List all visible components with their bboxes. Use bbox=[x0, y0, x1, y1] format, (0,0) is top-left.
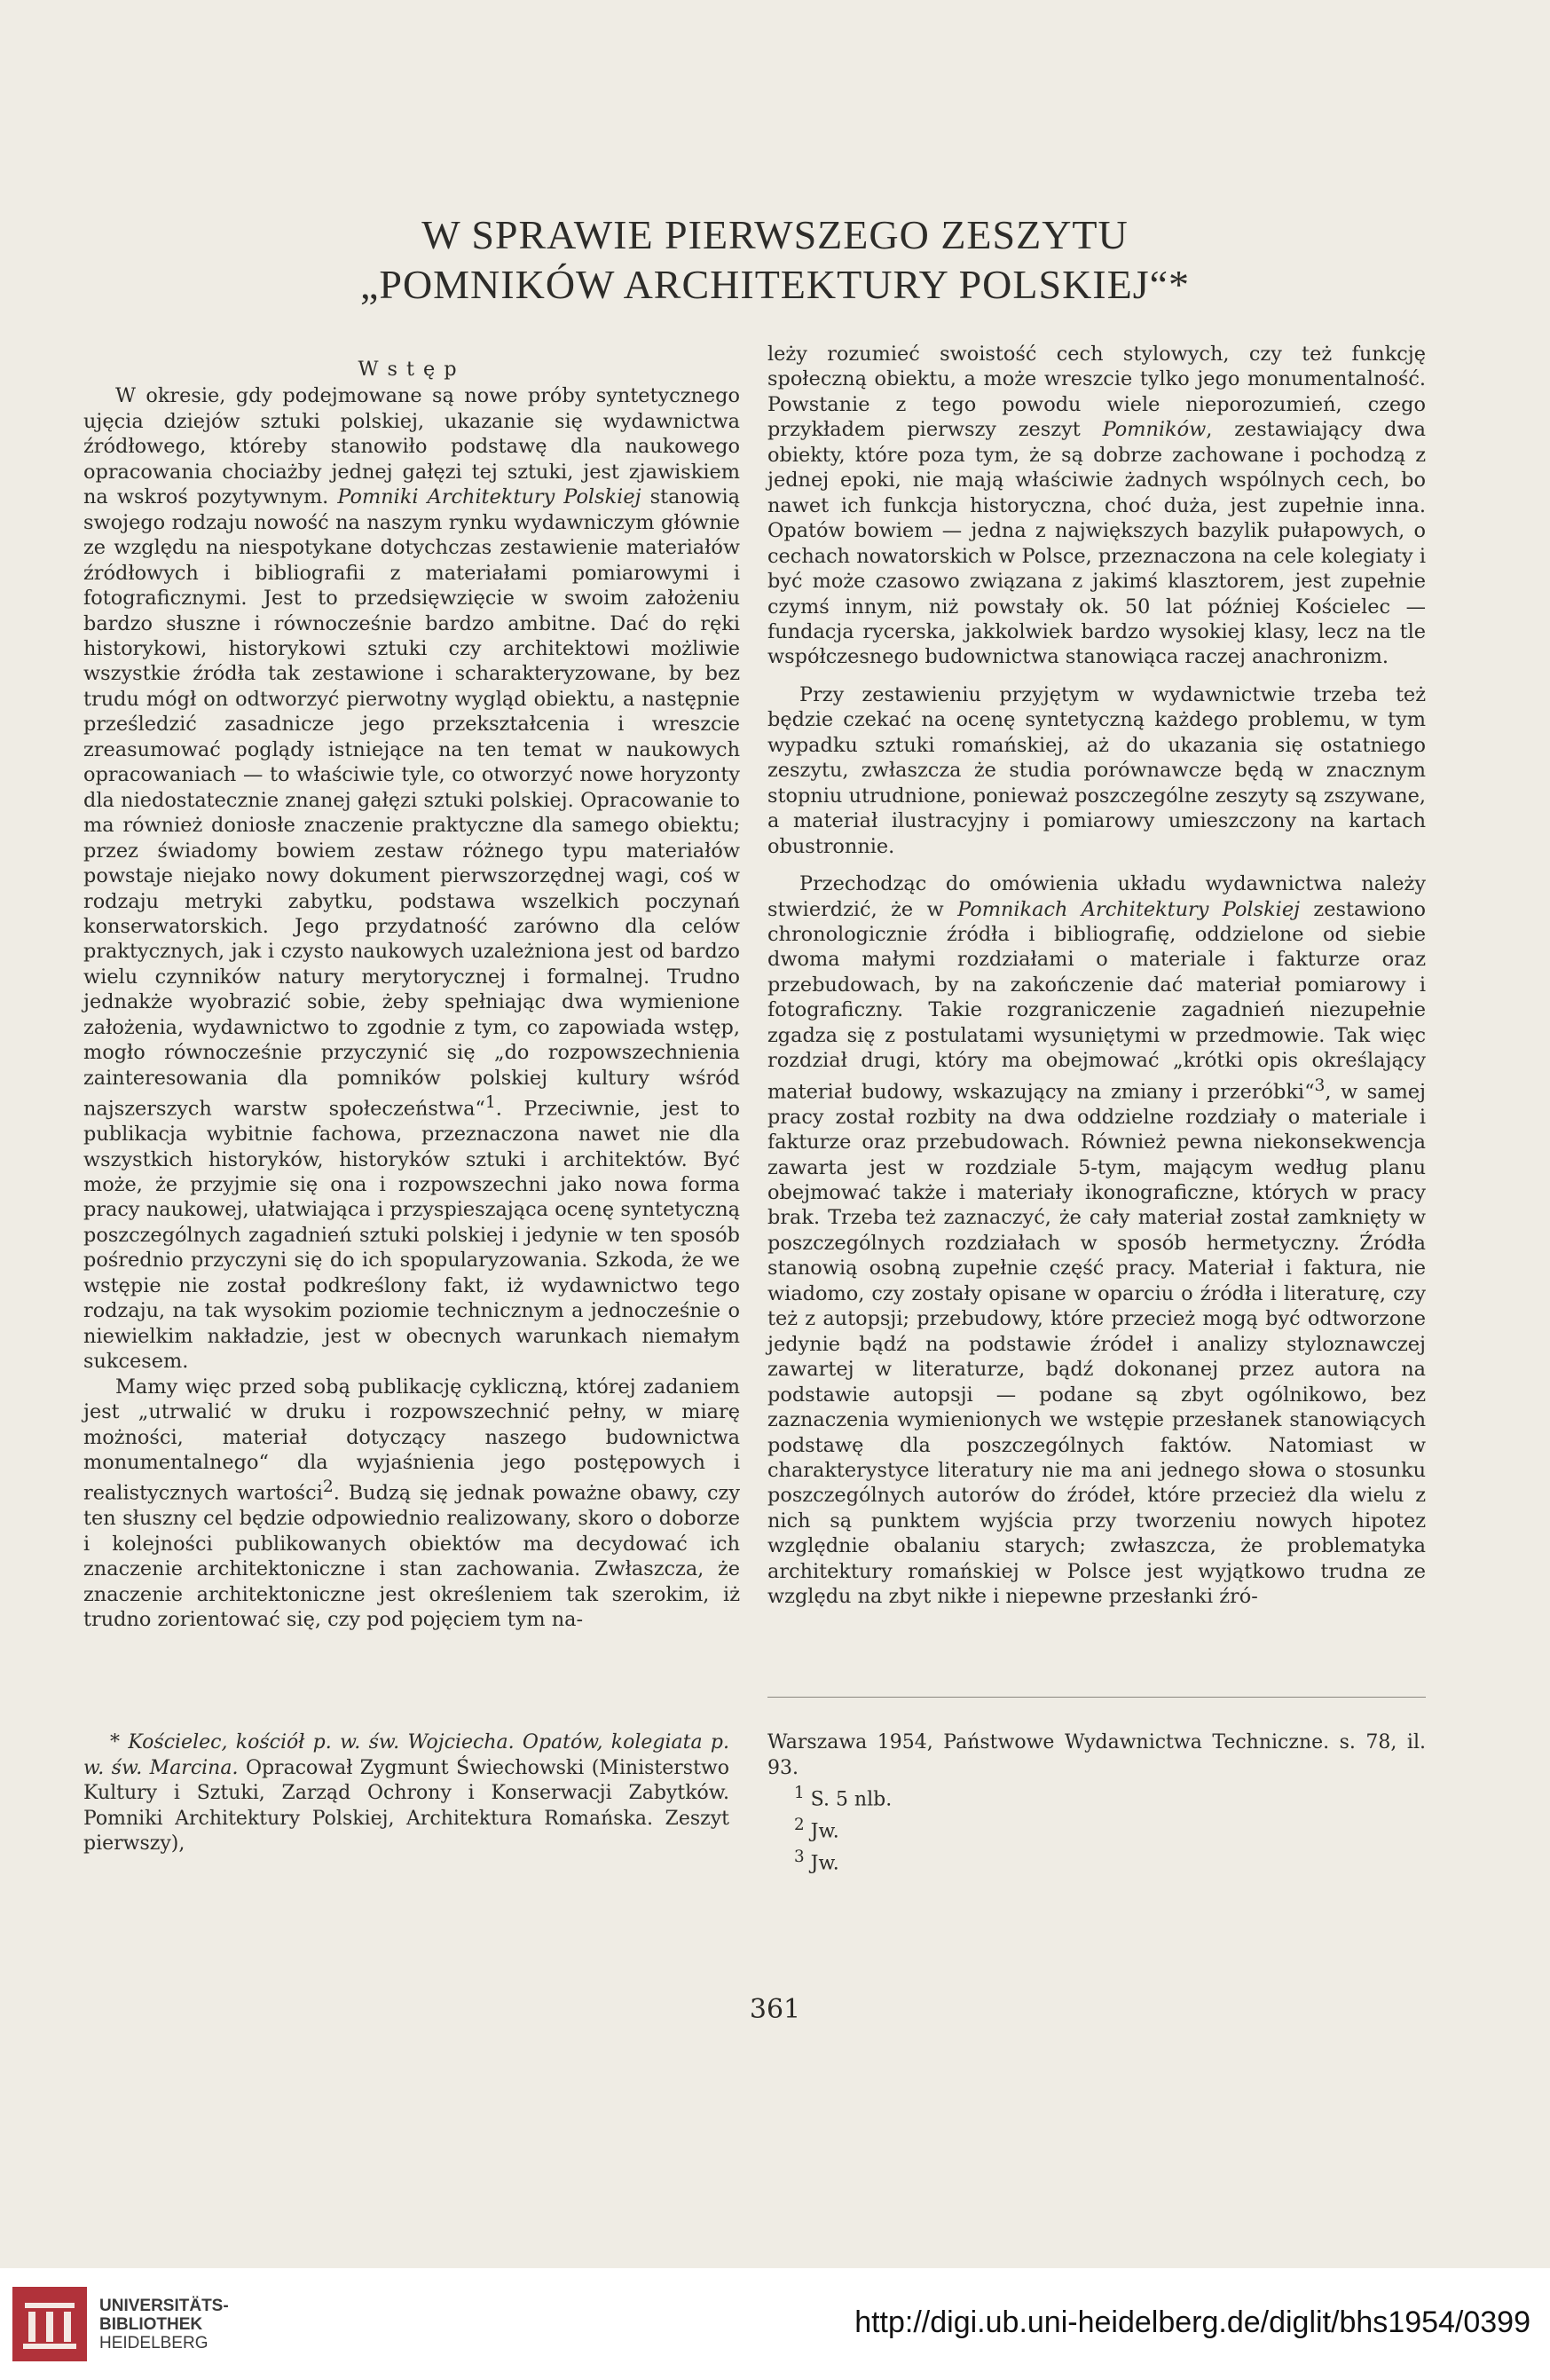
footnote-star: * Kościelec, kościół p. w. św. Wojciecha. Opatów, kolegiata p. w. św. Marcina. Opracował Zygmunt Świechowski (Ministerstwo Kultury i Sztuki, Zarząd Ochrony i Konserwacji Zabytków. Pomniki Architektury Polskiej, Architektura Romańska. Zeszyt pierwszy), bbox=[83, 1731, 730, 1855]
paragraph: Mamy więc przed sobą publikację cykliczną, której zadaniem jest „utrwalić w druku i rozpowszechnić pełny, w miarę możności, materiał dotyczący naszego budownictwa monumentalnego“ dla wyjaśnienia jego postępowych i realistycznych wartości$^2$. Budzą się jednak poważne obawy, czy ten słuszny cel będzie odpowiednio realizowany, skoro o doborze i kolejności publikowanych obiektów ma decydować ich znaczenie architektoniczne i stan zachowania. Zwłaszcza, że znaczenie architektoniczne jest określeniem tak szerokim, iż trudno zorientować się, czy pod pojęciem tym na- bbox=[83, 1375, 740, 1632]
footnotes-left bbox=[83, 1730, 729, 1857]
paragraph: leży rozumieć swoistość cech stylowych, czy też funkcję społeczną obiektu, a może wreszcie tylko jego monumentalność. Powstanie z tego powodu wiele nieporozumień, czego przykładem pierwszy zeszyt Pomników, zestawiający dwa obiekty, które poza tym, że są dobrze zachowane i pochodzą z jednej epoki, nie mają właściwie żadnych wspólnych cech, bo nawet ich funkcja historyczna, choć duża, jest zupełnie inna. Opatów bowiem — jedna z największych bazylik pułapowych, o cechach nowatorskich w Polsce, przeznaczona na cele kolegiaty i być może czasowo związana z jakimś klasztorem, jest zupełnie czymś innym, niż powstały ok. 50 lat później Kościelec — fundacja rycerska, jakkolwiek bardzo wysokiej klasy, lecz na tle współczesnego budownictwa stanowiąca raczej anachronizm. bbox=[767, 343, 1426, 669]
article-title-line-1: W SPRAWIE PIERWSZEGO ZESZYTU bbox=[421, 212, 1129, 257]
paragraph: Przechodząc do omówienia układu wydawnictwa należy stwierdzić, że w Pomnikach Architektury Polskiej zestawiono chronologicznie źródła i bibliografię, oddzielone od siebie dwoma małymi rozdziałami o materiale i fakturze oraz przebudowach, by na zakończenie dać materiał pomiarowy i fotograficzny. Takie rozgraniczenie zagadnień niezupełnie zgadza się z postulatami wysuniętymi w przedmowie. Tak więc rozdział drugi, który ma obejmować „krótki opis określający materiał budowy, wskazujący na zmiany i przeróbki“$^3$, w samej pracy został rozbity na dwa oddzielne rozdziały o materiale i fakturze oraz przebudowach. Również pewna niekonsekwencja zawarta jest w rozdziale 5-tym, mającym według planu obejmować także i materiały ikonograficzne, których w pracy brak. Trzeba też zaznaczyć, że cały materiał został zamknięty w poszczególnych rozdziałach w sposób hermetyczny. Źródła stanowią osobną zupełnie część pracy. Materiał i faktura, nie wiadomo, czy zostały opisane w oparciu o źródła i literaturę, czy też z autopsji; przebudowy, które przecież mogą być odtworzone jedynie bądź na podstawie źródeł i analizy styloznawczej zawartej w literaturze, bądź dokonanej przez autora na podstawie autopsji — podane są zbyt ogólnikowo, bez zaznaczenia wymienionych we wstępie przesłanek stanowiących podstawę dla poszczególnych faktów. Natomiast w charakterystyce literatury nie ma ani jednego słowa o stosunku poszczególnych autorów do źródeł, które przecież dla wielu z nich są punktem wyjścia przy tworzeniu nowych hipotez względnie obalaniu starych; zwłaszcza, że problematyka architektury romańskiej w Polsce jest wyjątkowo trudna ze względu na zbyt nikłe i niepewne przesłanki źró- bbox=[767, 872, 1426, 1609]
paragraph: W okresie, gdy podejmowane są nowe próby syntetycznego ujęcia dziejów sztuki polskiej, ukazanie się wydawnictwa źródłowego, któreby stanowiło podstawę dla naukowego opracowania chociażby jednej gałęzi tej sztuki, jest zjawiskiem na wskroś pozytywnym. Pomniki Architektury Polskiej stanowią swojego rodzaju nowość na naszym rynku wydawniczym głównie ze względu na niespotykane dotychczas zestawienie materiałów źródłowych i bibliografii z materiałami pomiarowymi i fotograficznymi. Jest to przedsięwzięcie w swoim założeniu bardzo słuszne i równocześnie bardzo ambitne. Dać do ręki historykowi, historykowi sztuki czy architektowi możliwie wszystkie źródła tak zestawione i scharakteryzowane, by bez trudu mógł on odtworzyć pierwotny wygląd obiektu, a następnie prześledzić zasadnicze jego przekształcenia i wreszcie zreasumować poglądy istniejące na ten temat w naukowych opracowaniach — to właściwie tyle, co otworzyć nowe horyzonty dla niedostatecznie znanej gałęzi sztuki polskiej. Opracowanie to ma również doniosłe znaczenie praktyczne dla samego obiektu; przez świadomy bowiem zestaw różnego typu materiałów powstaje niejako nowy dokument pierwszorzędnej wagi, coś w rodzaju metryki zabytku, podstawa wszelkich poczynań konserwatorskich. Jego przydatność zarówno dla celów praktycznych, jak i czysto naukowych uzależniona jest od bardzo wielu czynników natury merytorycznej i formalnej. Trudno jednakże wyobrazić sobie, żeby spełniając dwa wymienione założenia, wydawnictwo to zgodnie z tym, co zapowiada wstęp, mogło równocześnie przyczynić się „do rozpowszechnienia zainteresowania dla pomników polskiej kultury wśród najszerszych warstw społeczeństwa“$^1$. Przeciwnie, jest to publikacja wybitnie fachowa, przeznaczona nawet nie dla wszystkich historyków, historyków sztuki i architektów. Być może, że przyjmie się ona i rozpowszechni jako nowa forma pracy naukowej, ułatwiająca i przyspieszająca ocenę syntetyczną poszczególnych zagadnień sztuki polskiej i jedynie w ten sposób pośrednio przyczyni się do ich spopularyzowania. Szkoda, że we wstępie nie został podkreślony fakt, iż wydawnictwo tego rodzaju, na tak wysokim poziomie technicznym a jednocześnie o niewielkim nakładzie, jest w obecnych warunkach niemałym sukcesem. bbox=[83, 384, 741, 1374]
paragraph: Przy zestawieniu przyjętym w wydawnictwie trzeba też będzie czekać na ocenę syntetyczną każdego problemu, w tym wypadku sztuki romańskiej, aż do ukazania się ostatniego zeszytu, zwłaszcza że studia porównawcze będą w znacznym stopniu utrudnione, ponieważ poszczególne zeszyty są zszywane, a materiał ilustracyjny i pomiarowy umieszczony na kartach obustronnie. bbox=[767, 682, 1426, 858]
left-column bbox=[83, 357, 740, 1633]
footnote-1: $^1$ S. 5 nlb. bbox=[794, 1784, 893, 1811]
article-title-line-2: „POMNIKÓW ARCHITEKTURY POLSKIEJ“* bbox=[359, 262, 1191, 307]
footnote-ref: 1 bbox=[484, 1093, 496, 1113]
footnote-divider bbox=[767, 1697, 1426, 1698]
footnotes-right bbox=[767, 1730, 1426, 1876]
library-name: UNIVERSITÄTS- BIBLIOTHEK HEIDELBERG bbox=[99, 2297, 229, 2352]
source-url-link[interactable]: http://digi.ub.uni-heidelberg.de/diglit/bhs1954/0399 bbox=[854, 2305, 1530, 2339]
right-column bbox=[767, 342, 1426, 1610]
footnote-star-cont: Warszawa 1954, Państwowe Wydawnictwa Techniczne. s. 78, il. 93. bbox=[767, 1731, 1426, 1779]
library-logo-icon bbox=[12, 2287, 87, 2361]
footnote-ref: 3 bbox=[1314, 1076, 1326, 1095]
footnote-3: $^3$ Jw. bbox=[794, 1847, 839, 1874]
section-heading: Wstęp bbox=[358, 358, 466, 381]
footnote-2: $^2$ Jw. bbox=[794, 1815, 839, 1843]
footnote-ref: 2 bbox=[322, 1478, 334, 1497]
page-number: 361 bbox=[749, 1994, 801, 2025]
